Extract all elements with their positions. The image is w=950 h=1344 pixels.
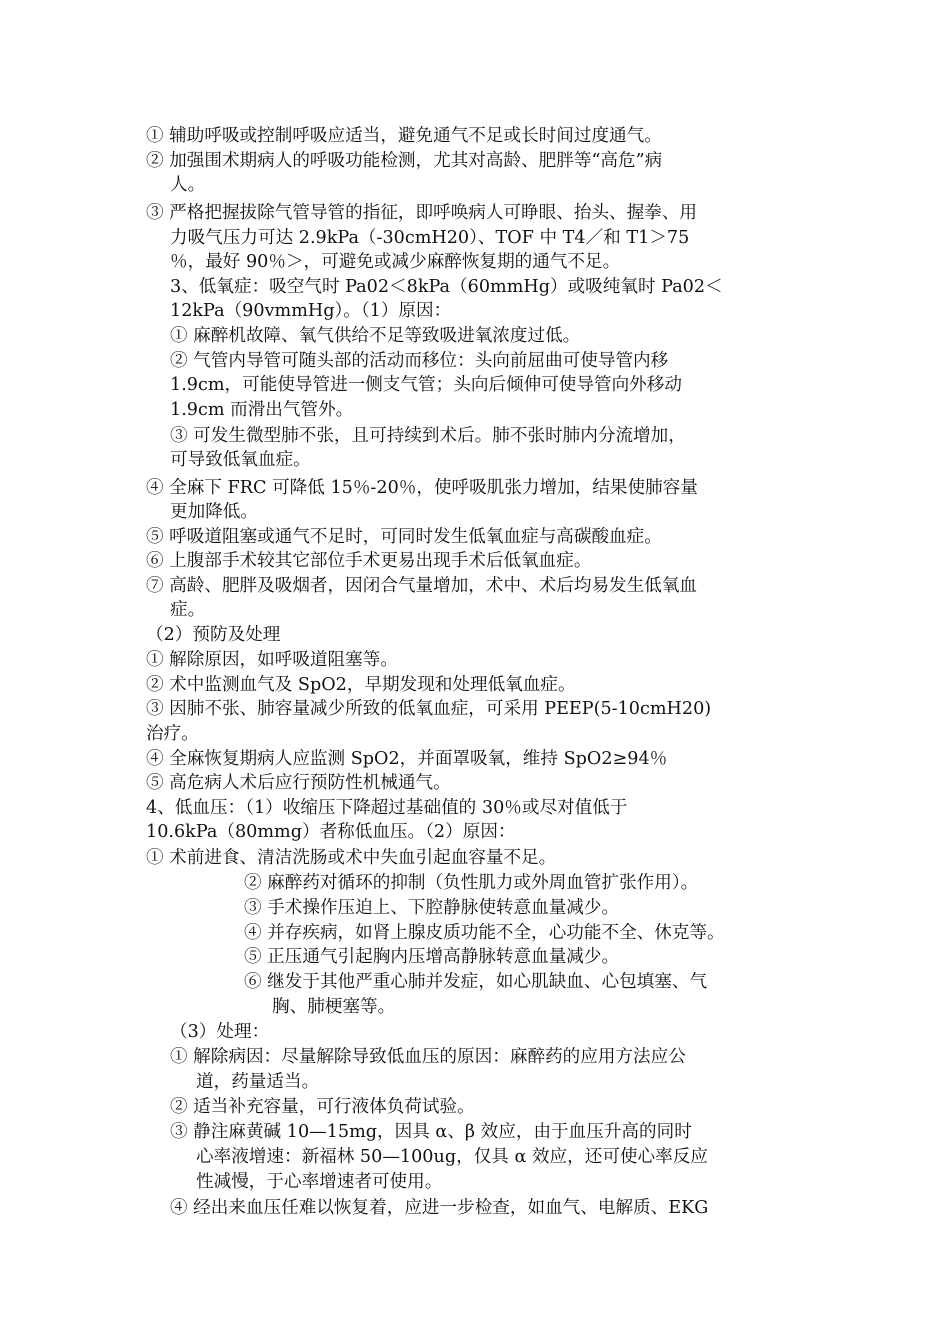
text-line: ② 加强围术期病人的呼吸功能检测，尤其对高龄、肥胖等“高危”病 xyxy=(146,151,663,171)
text-line: 治疗。 xyxy=(146,724,199,744)
text-line: ④ 并存疾病，如肾上腺皮质功能不全，心功能不全、休克等。 xyxy=(244,923,725,943)
text-line: ① 解除病因：尽量解除导致低血压的原因：麻醉药的应用方法应公 xyxy=(170,1047,686,1067)
text-line: ④ 全麻下 FRC 可降低 15％-20％，使呼吸肌张力增加，结果使肺容量 xyxy=(146,478,698,498)
text-line: ③ 严格把握拔除气管导管的指征，即呼唤病人可睁眼、抬头、握拳、用 xyxy=(146,203,698,223)
text-line: 症。 xyxy=(170,600,206,620)
text-line: 更加降低。 xyxy=(170,502,258,522)
text-line: 12kPa（90vmmHg）。（1）原因： xyxy=(170,301,452,321)
text-line: ② 气管内导管可随头部的活动而移位：头向前屈曲可使导管内移 xyxy=(170,351,669,371)
text-line: ③ 可发生微型肺不张，且可持续到术后。肺不张时肺内分流增加， xyxy=(170,426,686,446)
text-line: 性减慢，于心率增速者可使用。 xyxy=(196,1172,443,1192)
text-line: ④ 全麻恢复期病人应监测 SpO2，并面罩吸氧，维持 SpO2≥94％ xyxy=(146,749,668,769)
text-line: （2）预防及处理 xyxy=(146,625,281,645)
text-line: 1.9cm 而滑出气管外。 xyxy=(170,400,354,420)
text-line: ② 适当补充容量，可行液体负荷试验。 xyxy=(170,1097,475,1117)
text-line: ① 麻醉机故障、氧气供给不足等致吸进氧浓度过低。 xyxy=(170,326,581,346)
text-line: ④ 经出来血压任难以恢复着，应进一步检查，如血气、电解质、EKG xyxy=(170,1198,709,1218)
text-line: 可导致低氧血症。 xyxy=(170,450,311,470)
text-line: ② 术中监测血气及 SpO2，早期发现和处理低氧血症。 xyxy=(146,675,576,695)
text-line: （3）处理： xyxy=(170,1022,270,1042)
text-line: ③ 手术操作压迫上、下腔静脉使转意血量减少。 xyxy=(244,898,620,918)
text-line: ② 麻醉药对循环的抑制（负性肌力或外周血管扩张作用）。 xyxy=(244,873,699,893)
text-line: ⑥ 继发于其他严重心肺并发症，如心肌缺血、心包填塞、气 xyxy=(244,972,708,992)
text-line: ① 术前进食、清洁洗肠或术中失血引起血容量不足。 xyxy=(146,848,557,868)
text-line: 10.6kPa（80mmg）者称低血压。（2）原因： xyxy=(146,822,516,842)
text-line: 道，药量适当。 xyxy=(196,1072,320,1092)
text-line: 4、低血压：（1）收缩压下降超过基础值的 30％或尽对值低于 xyxy=(146,798,628,818)
text-line: ① 辅助呼吸或控制呼吸应适当，避免通气不足或长时间过度通气。 xyxy=(146,126,662,146)
text-line: ③ 因肺不张、肺容量减少所致的低氧血症，可采用 PEEP(5-10cmH20) xyxy=(146,699,712,719)
text-line: 心率液增速：新福林 50—100ug，仅具 α 效应，还可使心率反应 xyxy=(196,1147,708,1167)
text-line: ⑤ 高危病人术后应行预防性机械通气。 xyxy=(146,773,451,793)
text-line: ③ 静注麻黄碱 10—15mg，因具 α、β 效应，由于血压升高的同时 xyxy=(170,1122,692,1142)
text-line: 胸、肺梗塞等。 xyxy=(272,997,396,1017)
text-line: ① 解除原因，如呼吸道阻塞等。 xyxy=(146,650,398,670)
text-line: 人。 xyxy=(170,175,206,195)
text-line: ⑤ 正压通气引起胸内压增高静脉转意血量减少。 xyxy=(244,947,620,967)
text-line: ⑤ 呼吸道阻塞或通气不足时，可同时发生低氧血症与高碳酸血症。 xyxy=(146,527,662,547)
text-line: ⑦ 高龄、肥胖及吸烟者，因闭合气量增加，术中、术后均易发生低氧血 xyxy=(146,576,698,596)
text-line: 3、低氧症：吸空气时 Pa02＜8kPa（60mmHg）或吸纯氧时 Pa02＜ xyxy=(170,277,723,297)
text-line: 1.9cm，可能使导管进一侧支气管；头向后倾伸可使导管向外移动 xyxy=(170,375,682,395)
text-line: ％，最好 90％＞，可避免或减少麻醉恢复期的通气不足。 xyxy=(170,252,621,272)
text-line: ⑥ 上腹部手术较其它部位手术更易出现手术后低氧血症。 xyxy=(146,551,592,571)
text-line: 力吸气压力可达 2.9kPa（-30cmH20）、TOF 中 T4／和 T1＞75 xyxy=(170,228,690,248)
